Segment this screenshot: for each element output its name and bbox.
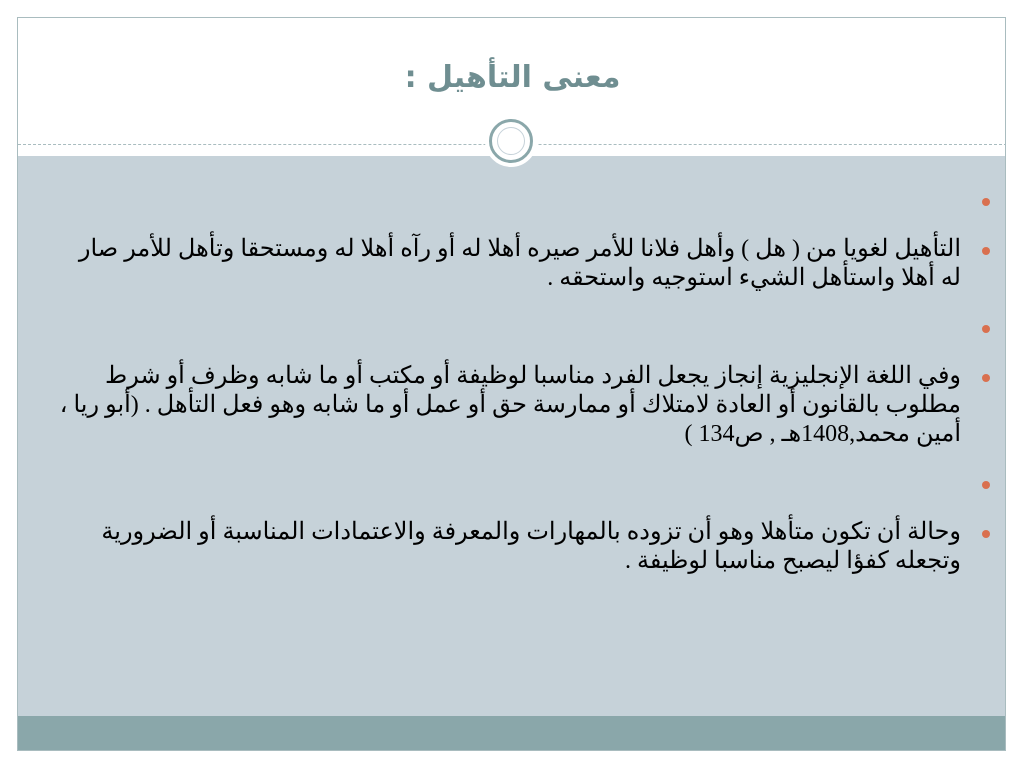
- bullet-list: [58, 186, 990, 596]
- bullet-dot-icon: [982, 198, 990, 206]
- bullet-item-empty: [58, 186, 990, 215]
- bullet-dot-icon: [982, 530, 990, 538]
- footer-band: [18, 716, 1006, 751]
- bullet-dot-icon: [982, 481, 990, 489]
- circle-ornament-icon: [485, 115, 537, 167]
- bullet-dot-icon: [982, 247, 990, 255]
- slide-title: معنى التأهيل :: [404, 60, 621, 95]
- bullet-dot-icon: [982, 325, 990, 333]
- bullet-item-english-definition: وفي اللغة الإنجليزية إنجاز يجعل الفرد مناسبا لوظيفة أو مكتب أو ما شابه وظرف أو شرط مطلوب بالقانون أو العادة لامتلاك أو ممارسة حق أو عمل أو ما شابه وهو فعل التأهل . (أبو ريا ، أمين محمد,1408هـ , ص134 ): [58, 362, 990, 449]
- bullet-dot-icon: [982, 374, 990, 382]
- slide: [17, 17, 1006, 751]
- bullet-item-empty: [58, 313, 990, 342]
- bullet-item-state-definition: وحالة أن تكون متأهلا وهو أن تزوده بالمهارات والمعرفة والاعتمادات المناسبة أو الضرورية وتجعله كفؤا ليصبح مناسبا لوظيفة .: [58, 518, 990, 576]
- bullet-item-linguistic-definition: التأهيل لغويا من ( هل ) وأهل فلانا للأمر صيره أهلا له أو رآه أهلا له ومستحقا وتأهل للأمر صار له أهلا واستأهل الشيء استوجيه واستحقه .: [58, 235, 990, 293]
- bullet-item-empty: [58, 469, 990, 498]
